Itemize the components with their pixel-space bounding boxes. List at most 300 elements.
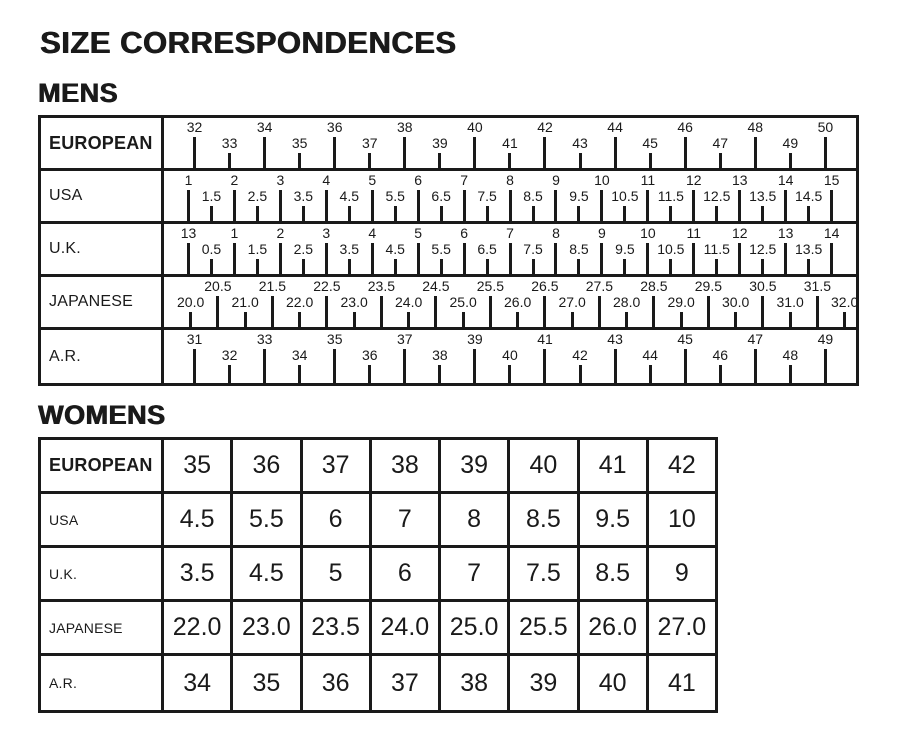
size-cell: 3.5 — [164, 548, 233, 599]
scale-unit — [200, 224, 223, 274]
scale-unit — [808, 330, 843, 383]
tick-mark — [543, 296, 546, 327]
scale-unit — [795, 171, 823, 221]
scale-unit — [492, 118, 527, 168]
scale-unit — [212, 118, 247, 168]
scale-unit — [668, 330, 703, 383]
scale-unit — [703, 171, 731, 221]
size-cell: 8.5 — [510, 494, 579, 545]
size-value: 26.0 — [504, 294, 532, 310]
size-value: 31 — [186, 331, 203, 347]
size-value: 37 — [361, 135, 378, 151]
tick-mark — [738, 190, 741, 221]
size-value: 35 — [291, 135, 308, 151]
tick-mark — [789, 153, 792, 168]
scale-unit — [315, 224, 338, 274]
scale-unit — [636, 224, 659, 274]
size-value: 40 — [467, 119, 483, 135]
tick-mark — [228, 153, 231, 168]
size-cell: 34 — [164, 656, 233, 710]
size-cell: 37 — [372, 656, 441, 710]
scale-unit — [567, 171, 590, 221]
size-value: 20.5 — [204, 278, 232, 294]
tick-mark — [830, 190, 833, 221]
tick-mark — [761, 296, 764, 327]
tick-mark — [554, 243, 557, 274]
scale-unit — [820, 171, 843, 221]
scale-unit — [499, 224, 522, 274]
size-value: 8.5 — [569, 241, 589, 257]
size-cell: 6 — [303, 494, 372, 545]
scale-unit — [282, 330, 317, 383]
size-cell: 37 — [303, 440, 372, 491]
size-value: 25.5 — [476, 278, 504, 294]
scale-unit — [613, 277, 640, 327]
size-value: 2 — [230, 172, 239, 188]
tick-mark — [348, 259, 351, 274]
tick-mark — [279, 190, 282, 221]
tick-mark — [807, 259, 810, 274]
size-value: 38 — [397, 119, 413, 135]
tick-mark — [486, 259, 489, 274]
womens-row — [41, 656, 715, 710]
size-value: 48 — [782, 347, 799, 363]
row-label: JAPANESE — [41, 277, 164, 327]
tick-mark — [754, 349, 757, 383]
tick-mark — [210, 206, 213, 221]
scale-unit — [773, 330, 808, 383]
scale-unit — [477, 277, 504, 327]
tick-mark — [216, 296, 219, 327]
scale-unit — [395, 277, 422, 327]
scale-unit — [598, 330, 633, 383]
size-cell: 5.5 — [233, 494, 302, 545]
scale-unit — [361, 224, 384, 274]
mens-row — [41, 171, 856, 224]
size-value: 22.0 — [286, 294, 314, 310]
size-cell: 36 — [233, 440, 302, 491]
scale-unit — [703, 118, 738, 168]
size-scale — [164, 330, 856, 383]
scale-unit — [613, 224, 636, 274]
size-value: 34 — [291, 347, 308, 363]
tick-mark — [625, 312, 628, 327]
tick-mark — [684, 137, 687, 168]
size-value: 49 — [782, 135, 799, 151]
scale-unit — [476, 224, 499, 274]
tick-mark — [761, 206, 764, 221]
tick-mark — [738, 243, 741, 274]
tick-mark — [577, 206, 580, 221]
size-value: 3.5 — [339, 241, 359, 257]
scale-unit — [200, 171, 223, 221]
scale-unit — [338, 171, 361, 221]
scale-unit — [387, 330, 422, 383]
scale-unit — [282, 118, 317, 168]
tick-mark — [692, 190, 695, 221]
tick-mark — [279, 243, 282, 274]
tick-mark — [368, 153, 371, 168]
size-value: 3.5 — [293, 188, 314, 204]
tick-mark — [298, 153, 301, 168]
size-cell: 42 — [667, 451, 696, 479]
mens-row — [41, 118, 856, 171]
tick-mark — [509, 243, 512, 274]
tick-mark — [543, 349, 546, 383]
tick-mark — [754, 137, 757, 168]
size-cell: 39 — [441, 440, 510, 491]
scale-unit — [407, 224, 430, 274]
size-value: 9 — [552, 172, 560, 188]
row-label: EUROPEAN — [41, 118, 164, 168]
size-value: 27.5 — [585, 278, 613, 294]
tick-mark — [509, 190, 512, 221]
row-label: A.R. — [41, 656, 164, 710]
scale-unit — [590, 171, 613, 221]
tick-mark — [440, 259, 443, 274]
tick-mark — [394, 206, 397, 221]
tick-mark — [719, 365, 722, 383]
size-value: 10 — [594, 172, 610, 188]
size-value: 2.5 — [247, 188, 268, 204]
size-scale — [164, 118, 856, 168]
size-value: 24.5 — [422, 278, 450, 294]
size-value: 1.5 — [201, 188, 222, 204]
tick-mark — [719, 153, 722, 168]
size-cell: 8.5 — [580, 548, 649, 599]
size-value: 45 — [642, 135, 658, 151]
scale-unit — [682, 171, 705, 221]
scale-unit — [611, 171, 639, 221]
size-cell: 6 — [372, 548, 441, 599]
size-value: 7 — [506, 225, 514, 241]
size-value: 6.5 — [431, 188, 451, 204]
size-value: 10.5 — [611, 188, 639, 204]
size-value: 2.5 — [293, 241, 314, 257]
tick-mark — [579, 365, 582, 383]
mens-row — [41, 224, 856, 277]
tick-mark — [228, 365, 231, 383]
tick-mark — [371, 190, 374, 221]
scale-unit — [457, 118, 492, 168]
tick-mark — [734, 312, 737, 327]
size-cell: 26.0 — [580, 602, 649, 653]
size-cell: 35 — [233, 656, 302, 710]
size-cell: 9 — [674, 559, 689, 587]
scale-unit — [682, 224, 705, 274]
tick-mark — [486, 206, 489, 221]
scale-unit — [531, 277, 558, 327]
size-value: 7 — [460, 172, 468, 188]
size-value: 33 — [256, 331, 273, 347]
scale-unit — [722, 277, 749, 327]
tick-mark — [438, 153, 441, 168]
scale-unit — [352, 118, 387, 168]
size-value: 44 — [607, 119, 623, 135]
scale-unit — [292, 224, 315, 274]
scale-unit — [545, 224, 568, 274]
scale-unit — [636, 171, 659, 221]
size-value: 4 — [322, 172, 331, 188]
scale-unit — [777, 277, 804, 327]
size-value: 34 — [256, 119, 273, 135]
tick-mark — [348, 206, 351, 221]
tick-mark — [193, 137, 196, 168]
size-value: 35 — [326, 331, 343, 347]
tick-mark — [532, 206, 535, 221]
size-cell: 38 — [441, 656, 510, 710]
size-value: 27.0 — [558, 294, 586, 310]
size-cell: 39 — [510, 656, 579, 710]
size-value: 26.5 — [531, 278, 559, 294]
size-value: 7.5 — [523, 241, 543, 257]
scale-unit — [728, 224, 751, 274]
tick-mark — [784, 190, 787, 221]
scale-unit — [749, 224, 777, 274]
tick-mark — [646, 243, 649, 274]
tick-mark — [543, 137, 546, 168]
scale-unit — [492, 330, 527, 383]
size-cell: 41 — [667, 668, 696, 697]
scale-unit — [640, 277, 667, 327]
womens-size-table — [38, 437, 718, 713]
tick-mark — [333, 137, 336, 168]
size-value: 28.0 — [613, 294, 641, 310]
row-label: U.K. — [41, 548, 164, 599]
scale-unit — [259, 277, 286, 327]
size-cell: 23.0 — [233, 602, 302, 653]
scale-unit — [361, 171, 384, 221]
scale-unit — [695, 277, 722, 327]
tick-mark — [571, 312, 574, 327]
mens-row — [41, 277, 859, 330]
size-value: 15 — [823, 172, 840, 188]
scale-unit — [749, 171, 777, 221]
size-cell: 25.0 — [441, 602, 510, 653]
tick-mark — [669, 206, 672, 221]
scale-unit — [313, 277, 340, 327]
size-value: 44 — [642, 347, 658, 363]
tick-mark — [193, 349, 196, 383]
tick-mark — [263, 349, 266, 383]
size-value: 12.5 — [703, 188, 731, 204]
size-value: 22.5 — [313, 278, 341, 294]
tick-mark — [532, 259, 535, 274]
scale-unit — [774, 224, 797, 274]
size-value: 43 — [607, 331, 623, 347]
size-value: 5 — [368, 172, 377, 188]
size-value: 3 — [276, 172, 285, 188]
size-value: 43 — [572, 135, 588, 151]
tick-mark — [784, 243, 787, 274]
scale-unit — [586, 277, 613, 327]
size-value: 36 — [361, 347, 378, 363]
tick-mark — [824, 137, 827, 168]
scale-unit — [804, 277, 831, 327]
size-cell: 8 — [441, 494, 510, 545]
size-value: 28.5 — [640, 278, 668, 294]
scale-unit — [563, 118, 598, 168]
tick-mark — [684, 349, 687, 383]
scale-unit — [212, 330, 247, 383]
tick-mark — [233, 243, 236, 274]
size-value: 21.5 — [258, 278, 286, 294]
size-value: 13.5 — [795, 241, 823, 257]
tick-mark — [463, 190, 466, 221]
size-value: 8.5 — [523, 188, 543, 204]
scale-unit — [738, 118, 773, 168]
tick-mark — [649, 365, 652, 383]
tick-mark — [403, 137, 406, 168]
size-value: 21.0 — [231, 294, 259, 310]
tick-mark — [600, 190, 603, 221]
tick-mark — [371, 243, 374, 274]
tick-mark — [824, 349, 827, 383]
scale-unit — [457, 330, 492, 383]
tick-mark — [652, 296, 655, 327]
tick-mark — [579, 153, 582, 168]
tick-mark — [830, 243, 833, 274]
scale-unit — [563, 330, 598, 383]
size-cell: 7 — [441, 548, 510, 599]
scale-unit — [633, 118, 668, 168]
tick-mark — [508, 153, 511, 168]
scale-unit — [407, 171, 430, 221]
tick-mark — [508, 365, 511, 383]
tick-mark — [623, 259, 626, 274]
scale-unit — [499, 171, 522, 221]
scale-unit — [773, 118, 808, 168]
tick-mark — [333, 349, 336, 383]
scale-unit — [422, 118, 457, 168]
size-value: 13 — [180, 225, 197, 241]
row-label: JAPANESE — [41, 602, 164, 653]
size-scale — [164, 277, 871, 327]
tick-mark — [715, 259, 718, 274]
tick-mark — [298, 312, 301, 327]
scale-unit — [659, 171, 682, 221]
size-value: 10 — [640, 225, 656, 241]
size-value: 5.5 — [431, 241, 451, 257]
size-value: 3 — [322, 225, 331, 241]
tick-mark — [489, 296, 492, 327]
size-value: 31.5 — [803, 278, 831, 294]
scale-unit — [808, 118, 843, 168]
size-value: 14 — [823, 225, 840, 241]
tick-mark — [463, 243, 466, 274]
scale-unit — [668, 118, 703, 168]
tick-mark — [598, 296, 601, 327]
tick-mark — [807, 206, 810, 221]
size-value: 50 — [817, 119, 834, 135]
tick-mark — [577, 259, 580, 274]
scale-unit — [705, 224, 728, 274]
scale-unit — [177, 171, 200, 221]
size-value: 8 — [506, 172, 514, 188]
size-cell: 4.5 — [164, 494, 233, 545]
scale-unit — [384, 171, 407, 221]
size-cell: 27.0 — [657, 613, 707, 641]
size-cell: 35 — [164, 440, 233, 491]
womens-row — [41, 548, 715, 602]
size-value: 9 — [598, 225, 606, 241]
scale-unit — [246, 171, 269, 221]
tick-mark — [816, 296, 819, 327]
size-cell: 41 — [580, 440, 649, 491]
size-value: 1 — [230, 225, 239, 241]
tick-mark — [353, 312, 356, 327]
scale-unit — [795, 224, 823, 274]
tick-mark — [325, 190, 328, 221]
tick-mark — [210, 259, 213, 274]
scale-unit — [177, 224, 200, 274]
scale-unit — [633, 330, 668, 383]
tick-mark — [263, 137, 266, 168]
size-value: 11 — [686, 225, 702, 241]
size-value: 10.5 — [657, 241, 685, 257]
size-value: 4.5 — [385, 241, 405, 257]
tick-mark — [761, 259, 764, 274]
tick-mark — [407, 312, 410, 327]
tick-mark — [440, 206, 443, 221]
scale-unit — [728, 171, 751, 221]
scale-unit — [522, 171, 545, 221]
tick-mark — [325, 296, 328, 327]
mens-row — [41, 330, 856, 383]
size-value: 41 — [537, 331, 553, 347]
scale-unit — [820, 224, 843, 274]
tick-mark — [302, 206, 305, 221]
scale-unit — [738, 330, 773, 383]
tick-mark — [669, 259, 672, 274]
size-value: 49 — [817, 331, 834, 347]
size-value: 13.5 — [749, 188, 777, 204]
size-scale — [164, 224, 856, 274]
size-value: 31.0 — [776, 294, 804, 310]
size-value: 32 — [221, 347, 238, 363]
tick-mark — [417, 190, 420, 221]
size-value: 20.0 — [177, 294, 205, 310]
tick-mark — [614, 137, 617, 168]
size-value: 6 — [414, 172, 423, 188]
size-value: 46 — [712, 347, 729, 363]
size-value: 11.5 — [703, 241, 730, 257]
page-title: SIZE CORRESPONDENCES — [40, 25, 457, 60]
size-value: 11 — [640, 172, 656, 188]
size-value: 5.5 — [385, 188, 405, 204]
scale-unit — [286, 277, 313, 327]
size-value: 47 — [712, 135, 729, 151]
size-cell: 7 — [372, 494, 441, 545]
scale-unit — [204, 277, 231, 327]
size-cell: 25.5 — [510, 602, 579, 653]
size-value: 42 — [572, 347, 588, 363]
scale-unit — [422, 277, 449, 327]
scale-unit — [223, 224, 246, 274]
size-value: 13 — [731, 172, 748, 188]
tick-mark — [715, 206, 718, 221]
scale-unit — [598, 118, 633, 168]
size-cell: 36 — [303, 656, 372, 710]
size-value: 48 — [747, 119, 764, 135]
size-value: 6.5 — [477, 241, 497, 257]
size-value: 45 — [677, 331, 693, 347]
tick-mark — [789, 312, 792, 327]
scale-unit — [430, 171, 453, 221]
size-value: 41 — [502, 135, 518, 151]
tick-mark — [438, 365, 441, 383]
scale-unit — [247, 330, 282, 383]
